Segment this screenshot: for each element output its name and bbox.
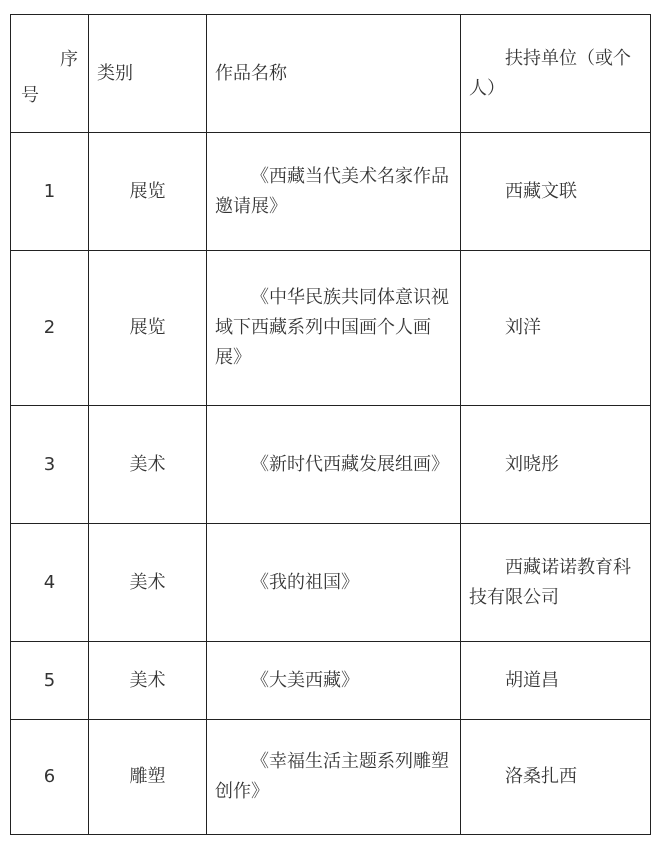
table-row <box>11 133 651 251</box>
row-category: 美术 <box>89 524 207 642</box>
row-no: 6 <box>11 720 89 835</box>
row-no: 2 <box>11 251 89 406</box>
row-title: 《西藏当代美术名家作品邀请展》 <box>207 133 461 251</box>
header-row <box>11 15 651 133</box>
row-org: 西藏文联 <box>461 133 651 251</box>
row-title: 《新时代西藏发展组画》 <box>207 406 461 524</box>
row-no: 1 <box>11 133 89 251</box>
row-org: 西藏诺诺教育科技有限公司 <box>461 524 651 642</box>
table-row <box>11 524 651 642</box>
header-category: 类别 <box>89 15 207 133</box>
table-row <box>11 642 651 720</box>
header-title: 作品名称 <box>207 15 461 133</box>
funding-table <box>10 14 651 835</box>
table-row <box>11 720 651 835</box>
row-no: 3 <box>11 406 89 524</box>
row-org: 洛桑扎西 <box>461 720 651 835</box>
row-category: 美术 <box>89 406 207 524</box>
row-org: 刘晓彤 <box>461 406 651 524</box>
header-no-line2: 号 <box>21 85 39 106</box>
row-title: 《我的祖国》 <box>207 524 461 642</box>
row-category: 展览 <box>89 251 207 406</box>
row-title: 《幸福生活主题系列雕塑创作》 <box>207 720 461 835</box>
header-no-line1: 序 <box>60 49 78 70</box>
row-org: 胡道昌 <box>461 642 651 720</box>
table-row <box>11 406 651 524</box>
row-category: 美术 <box>89 642 207 720</box>
row-title: 《大美西藏》 <box>207 642 461 720</box>
row-org: 刘洋 <box>461 251 651 406</box>
header-no <box>11 15 89 133</box>
row-no: 5 <box>11 642 89 720</box>
row-title: 《中华民族共同体意识视域下西藏系列中国画个人画展》 <box>207 251 461 406</box>
row-category: 展览 <box>89 133 207 251</box>
row-no: 4 <box>11 524 89 642</box>
header-org: 扶持单位（或个人） <box>461 15 651 133</box>
row-category: 雕塑 <box>89 720 207 835</box>
table-row <box>11 251 651 406</box>
